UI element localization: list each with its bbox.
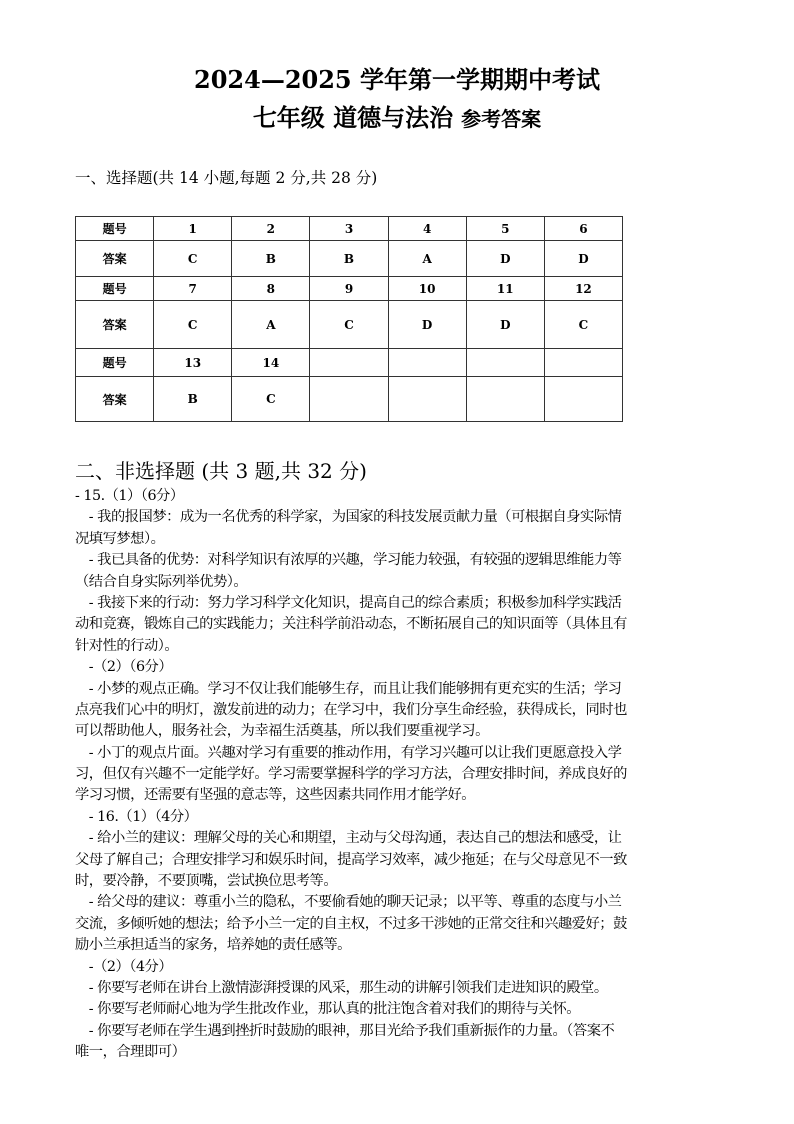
table-cell: B: [310, 241, 388, 277]
table-cell: C: [154, 241, 232, 277]
answer-line: 况填写梦想）。: [75, 530, 165, 547]
answer-line: - 我已具备的优势：对科学知识有浓厚的兴趣，学习能力较强，有较强的逻辑思维能力等: [75, 552, 622, 569]
answer-line: 励小兰承担适当的家务，培养她的责任感等。: [75, 937, 351, 954]
answer-line: - 我接下来的行动：努力学习科学文化知识，提高自己的综合素质；积极参加科学实践活: [75, 594, 622, 611]
table-cell: 3: [310, 217, 388, 241]
table-row-question-numbers: [76, 349, 623, 377]
table-cell: [388, 349, 466, 377]
answer-line: - 我的报国梦：成为一名优秀的科学家，为国家的科技发展贡献力量（可根据自身实际情: [75, 509, 622, 526]
table-cell: D: [466, 301, 544, 349]
table-cell: [466, 377, 544, 422]
table-cell: 2: [232, 217, 310, 241]
table-cell: 4: [388, 217, 466, 241]
table-cell: C: [310, 301, 388, 349]
table-row-label: 答案: [76, 301, 154, 349]
answer-line: 唯一，合理即可）: [75, 1044, 186, 1061]
answer-line: - 小丁的观点片面。兴趣对学习有重要的推动作用，有学习兴趣可以让我们更愿意投入学: [75, 744, 622, 761]
answer-line: （结合自身实际列举优势）。: [75, 573, 248, 590]
answer-line: -（2）（4分）: [75, 958, 173, 975]
answer-line: - 你要写老师耐心地为学生批改作业，那认真的批注饱含着对我们的期待与关怀。: [75, 1001, 581, 1018]
answer-line: - 给小兰的建议：理解父母的关心和期望，主动与父母沟通，表达自己的想法和感受，让: [75, 830, 622, 847]
answer-line: - 16.（1）（4分）: [75, 808, 198, 825]
table-cell: 5: [466, 217, 544, 241]
answer-line: 学习习惯，还需要有坚强的意志等，这些因素共同作用才能学好。: [75, 787, 476, 804]
section1-heading: 一、选择题(共 14 小题,每题 2 分,共 28 分): [75, 169, 378, 187]
table-cell: C: [544, 301, 622, 349]
table-cell: 1: [154, 217, 232, 241]
answer-key-label: 参考答案: [461, 107, 542, 131]
table-cell: 13: [154, 349, 232, 377]
answer-line: 习，但仅有兴趣不一定能学好。学习需要掌握科学的学习方法，合理安排时间，养成良好的: [75, 766, 627, 783]
table-row-label: 答案: [76, 377, 154, 422]
answer-line: 点亮我们心中的明灯，激发前进的动力；在学习中，我们分享生命经验，获得成长，同时也: [75, 701, 627, 718]
table-cell: [466, 349, 544, 377]
table-row-label: 题号: [76, 217, 154, 241]
answer-line: 交流，多倾听她的想法；给予小兰一定的自主权，不过多干涉她的正常交往和兴趣爱好；鼓: [75, 915, 627, 932]
table-cell: 8: [232, 277, 310, 301]
table-cell: [388, 377, 466, 422]
table-cell: 10: [388, 277, 466, 301]
table-cell: 14: [232, 349, 310, 377]
table-cell: 12: [544, 277, 622, 301]
table-cell: B: [232, 241, 310, 277]
table-cell: A: [388, 241, 466, 277]
table-cell: D: [544, 241, 622, 277]
table-cell: [310, 377, 388, 422]
table-cell: 9: [310, 277, 388, 301]
answer-line: 父母了解自己；合理安排学习和娱乐时间，提高学习效率，减少拖延；在与父母意见不一致: [75, 851, 627, 868]
answer-line: -（2）（6分）: [75, 659, 173, 676]
table-cell: B: [154, 377, 232, 422]
answer-line: 可以帮助他人，服务社会，为幸福生活奠基，所以我们要重视学习。: [75, 723, 489, 740]
answer-line: - 给父母的建议：尊重小兰的隐私，不要偷看她的聊天记录；以平等、尊重的态度与小兰: [75, 894, 622, 911]
table-cell: A: [232, 301, 310, 349]
table-cell: D: [466, 241, 544, 277]
table-row-answers: [76, 241, 623, 277]
table-cell: 6: [544, 217, 622, 241]
answer-table: [75, 216, 623, 422]
table-row-answers: [76, 301, 623, 349]
answer-line: 时，要冷静，不要顶嘴，尝试换位思考等。: [75, 873, 338, 890]
table-cell: C: [232, 377, 310, 422]
exam-title: 2024—2025 学年第一学期期中考试: [194, 65, 600, 94]
table-cell: C: [154, 301, 232, 349]
table-cell: 11: [466, 277, 544, 301]
exam-subtitle: [0, 98, 794, 133]
table-cell: D: [388, 301, 466, 349]
answer-line: - 小梦的观点正确。学习不仅让我们能够生存，而且让我们能够拥有更充实的生活；学习: [75, 680, 622, 697]
table-cell: [544, 377, 622, 422]
subject-title: 七年级 道德与法治: [252, 103, 454, 132]
table-row-question-numbers: [76, 217, 623, 241]
answer-line: - 你要写老师在讲台上激情澎湃授课的风采，那生动的讲解引领我们走进知识的殿堂。: [75, 979, 608, 996]
answer-line: - 你要写老师在学生遇到挫折时鼓励的眼神，那目光给予我们重新振作的力量。（答案不: [75, 1022, 615, 1039]
table-cell: 7: [154, 277, 232, 301]
section2-heading: 二、非选择题 (共 3 题,共 32 分): [75, 459, 367, 483]
table-row-label: 题号: [76, 349, 154, 377]
table-row-label: 题号: [76, 277, 154, 301]
answer-body: [75, 486, 717, 1064]
table-row-label: 答案: [76, 241, 154, 277]
answer-line: 动和竞赛，锻炼自己的实践能力；关注科学前沿动态，不断拓展自己的知识面等（具体且有: [75, 616, 627, 633]
table-row-question-numbers: [76, 277, 623, 301]
table-row-answers: [76, 377, 623, 422]
table-cell: [310, 349, 388, 377]
answer-line: 针对性的行动）。: [75, 637, 179, 654]
table-cell: [544, 349, 622, 377]
answer-line: - 15.（1）（6分）: [75, 488, 184, 504]
